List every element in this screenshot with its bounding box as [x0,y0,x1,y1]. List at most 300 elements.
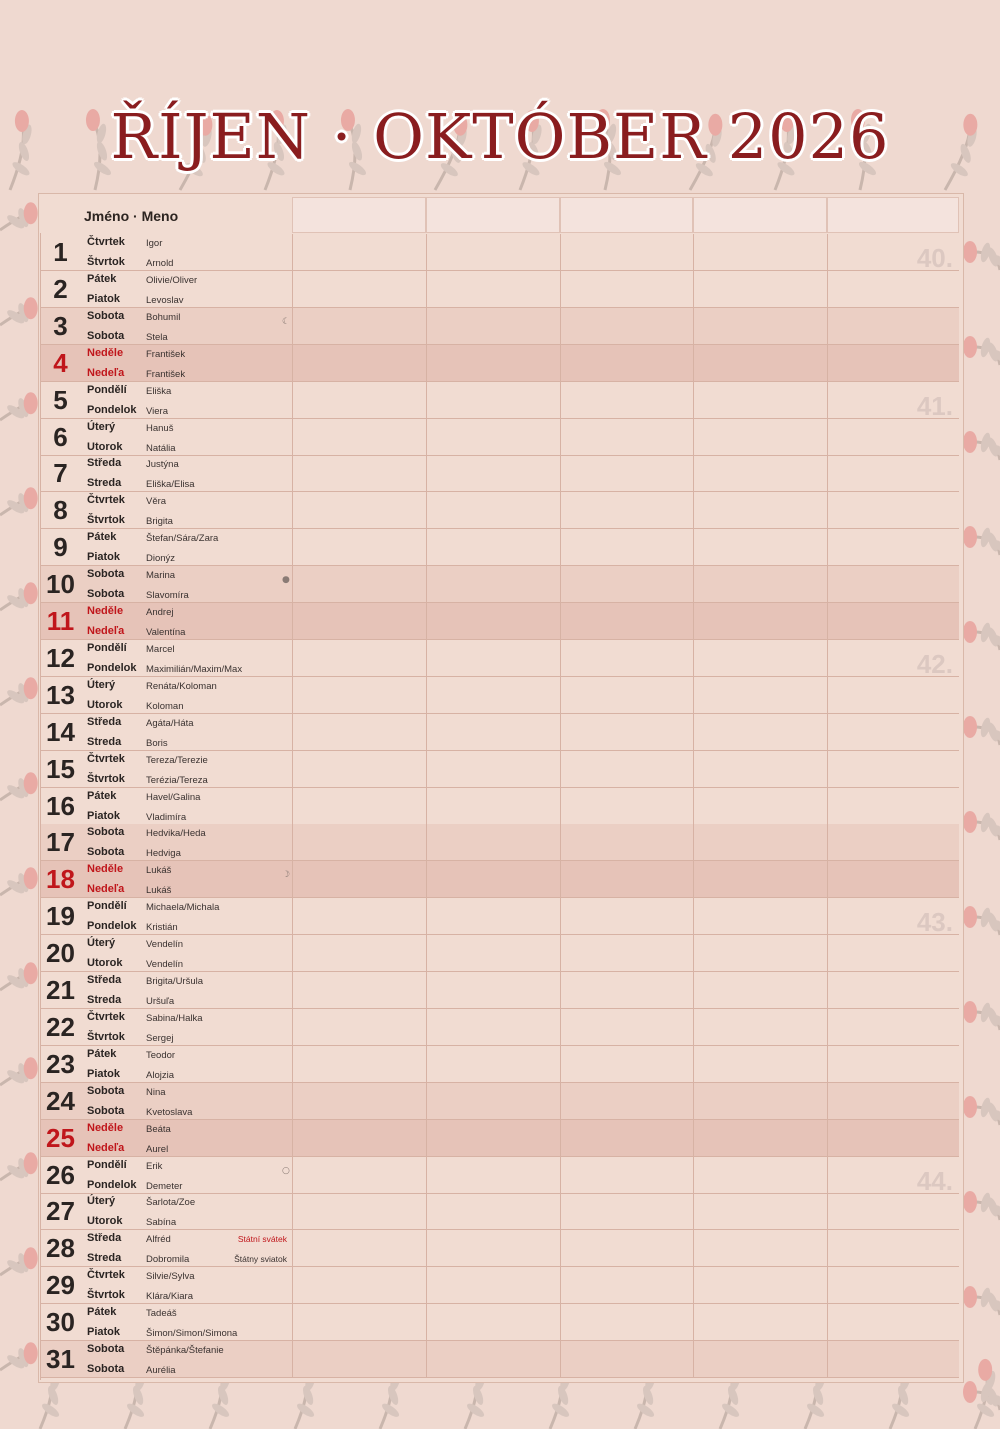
slovak-weekday: Utorok [87,957,123,970]
entry-cell[interactable] [693,1046,827,1083]
entry-cell[interactable] [292,1267,426,1304]
entry-cell[interactable] [827,935,959,972]
slovak-weekday: Streda [87,735,122,748]
entry-cell[interactable] [292,1083,426,1120]
entry-cell[interactable] [693,382,827,419]
table-row [40,898,959,938]
entry-cell[interactable] [693,603,827,640]
czech-weekday: Pondělí [87,1158,127,1171]
entry-cell[interactable] [426,1193,560,1230]
entry-cell[interactable] [693,714,827,751]
entry-cell[interactable] [292,603,426,640]
slovak-nameday: Sergej [146,1032,174,1044]
czech-nameday: Michaela/Michala [146,902,220,914]
entry-cell[interactable] [560,972,693,1009]
entry-cell[interactable] [827,751,959,788]
day-number: 8 [53,495,68,526]
slovak-weekday: Nedeľa [87,883,125,896]
entry-cell[interactable] [827,788,959,825]
entry-cell[interactable] [560,640,693,677]
entry-cell[interactable] [560,455,693,492]
week-number: 40. [916,243,953,273]
table-left-border [40,233,41,1380]
entry-cell[interactable] [426,1341,560,1378]
czech-weekday: Čtvrtek [87,494,125,507]
entry-cell[interactable] [292,640,426,677]
entry-cell[interactable] [292,1120,426,1157]
slovak-nameday: Valentína [146,627,186,638]
day-number: 9 [53,532,68,563]
entry-cell[interactable] [560,788,693,825]
entry-cell[interactable] [693,271,827,308]
slovak-weekday: Sobota [87,329,125,342]
czech-nameday: Beáta [146,1123,171,1135]
czech-weekday: Úterý [87,1195,116,1208]
slovak-weekday: Sobota [87,1363,125,1375]
entry-cell[interactable] [292,677,426,714]
slovak-weekday: Pondelok [87,1178,137,1191]
table-row [40,972,959,1009]
entry-cell[interactable] [560,677,693,714]
table-row [40,455,959,492]
table-row [40,419,959,456]
czech-nameday: Alfréd [146,1234,171,1246]
entry-cell[interactable] [560,898,693,935]
slovak-nameday: Klára/Kiara [146,1291,193,1303]
slovak-weekday: Pondelok [87,661,137,674]
slovak-nameday: Alojzia [146,1069,174,1081]
entry-cell[interactable] [426,529,560,566]
day-number: 12 [46,642,75,673]
entry-cell[interactable] [693,1083,827,1120]
entry-cell[interactable] [426,603,560,640]
entry-cell[interactable] [693,1120,827,1157]
czech-nameday: Renáta/Koloman [146,680,217,692]
entry-cell[interactable] [426,455,560,492]
entry-cell[interactable] [560,1120,693,1157]
czech-nameday: Hanuš [146,422,174,434]
table-row [40,1157,959,1194]
table-row [40,566,959,603]
entry-cell[interactable] [426,234,560,271]
entry-cell[interactable] [827,824,959,861]
entry-cell[interactable] [693,677,827,714]
entry-cell[interactable] [426,382,560,419]
entry-cell[interactable] [827,308,959,345]
table-row [40,345,959,382]
czech-weekday: Pondělí [87,900,127,913]
entry-cell[interactable] [426,935,560,972]
slovak-nameday: František [146,368,186,380]
slovak-weekday: Štvrtok [87,1289,125,1302]
czech-weekday: Čtvrtek [87,1010,125,1023]
entry-cell[interactable] [560,345,693,382]
entry-cell[interactable] [426,1120,560,1157]
family-column-header-2[interactable] [426,197,560,233]
day-number: 23 [46,1048,75,1079]
entry-cell[interactable] [560,824,693,861]
entry-cell[interactable] [292,419,426,456]
entry-cell[interactable] [693,824,827,861]
table-row [40,1009,959,1046]
entry-cell[interactable] [560,382,693,419]
czech-holiday-note: Státní svátek [237,1234,287,1245]
entry-cell[interactable] [693,1304,827,1341]
day-number: 31 [46,1344,75,1374]
entry-cell[interactable] [827,1083,959,1120]
week-number: 44. [916,1165,953,1196]
entry-cell[interactable] [827,492,959,529]
slovak-nameday: Aurel [146,1143,169,1155]
czech-nameday: Andrej [146,607,174,618]
slovak-nameday: Arnold [146,258,174,269]
entry-cell[interactable] [693,1230,827,1267]
entry-cell[interactable] [560,529,693,566]
czech-nameday: Marina [146,570,176,582]
entry-cell[interactable] [292,308,426,345]
entry-cell[interactable] [426,640,560,677]
week-number: 43. [916,907,953,938]
entry-cell[interactable] [693,861,827,898]
entry-cell[interactable] [693,566,827,603]
slovak-nameday: Šimon/Simon/Simona [146,1328,238,1340]
entry-cell[interactable] [292,751,426,788]
czech-weekday: Středa [87,457,122,470]
czech-nameday: Lukáš [146,865,172,877]
entry-cell[interactable] [560,603,693,640]
entry-cell[interactable] [827,1009,959,1046]
day-number: 11 [46,606,75,636]
czech-weekday: Čtvrtek [87,236,125,248]
entry-cell[interactable] [292,714,426,751]
entry-cell[interactable] [827,677,959,714]
czech-weekday: Neděle [87,1121,124,1134]
entry-cell[interactable] [426,972,560,1009]
czech-weekday: Úterý [87,937,116,950]
entry-cell[interactable] [560,1009,693,1046]
day-number: 30 [46,1307,75,1338]
slovak-nameday: Dionýz [146,553,176,565]
entry-cell[interactable] [426,1009,560,1046]
czech-nameday: Brigita/Uršula [146,976,204,987]
czech-nameday: Vendelín [146,939,183,951]
slovak-weekday: Utorok [87,1215,123,1228]
slovak-weekday: Sobota [87,846,125,859]
entry-cell[interactable] [827,1120,959,1157]
slovak-nameday: Sabína [146,1217,177,1229]
entry-cell[interactable] [560,1230,693,1267]
entry-cell[interactable] [827,972,959,1009]
entry-cell[interactable] [426,1157,560,1194]
entry-cell[interactable] [426,1304,560,1341]
table-row [40,1120,959,1157]
czech-nameday: Olivie/Oliver [146,274,198,286]
entry-cell[interactable] [560,1267,693,1304]
entry-cell[interactable] [693,640,827,677]
table-row [40,677,959,714]
entry-cell[interactable] [560,1193,693,1230]
entry-cell[interactable] [693,1009,827,1046]
week-number: 42. [916,648,953,679]
entry-cell[interactable] [827,566,959,603]
entry-cell[interactable] [560,1341,693,1378]
entry-cell[interactable] [693,234,827,271]
czech-weekday: Sobota [87,1343,125,1355]
entry-cell[interactable] [827,714,959,751]
slovak-nameday: Viera [146,405,169,417]
slovak-nameday: Demeter [146,1180,183,1192]
day-number: 20 [46,938,75,969]
entry-cell[interactable] [292,972,426,1009]
entry-cell[interactable] [560,492,693,529]
entry-cell[interactable] [560,234,693,271]
entry-cell[interactable] [426,308,560,345]
entry-cell[interactable] [560,1083,693,1120]
entry-cell[interactable] [292,1046,426,1083]
slovak-weekday: Utorok [87,440,123,453]
czech-weekday: Pátek [87,789,117,802]
entry-cell[interactable] [693,751,827,788]
entry-cell[interactable] [560,935,693,972]
day-number: 10 [46,569,75,600]
entry-cell[interactable] [292,898,426,935]
day-number: 4 [53,347,68,378]
entry-cell[interactable] [560,1304,693,1341]
entry-cell[interactable] [292,382,426,419]
entry-cell[interactable] [426,751,560,788]
slovak-nameday: Kristián [146,922,178,934]
entry-cell[interactable] [426,566,560,603]
moon-phase-icon: ○ [282,1165,290,1176]
day-number: 3 [53,310,68,341]
slovak-nameday: Slavomíra [146,590,189,602]
czech-weekday: Sobota [87,1084,125,1097]
entry-cell[interactable] [426,419,560,456]
day-number: 21 [46,975,75,1005]
entry-cell[interactable] [292,1193,426,1230]
czech-weekday: Sobota [87,309,125,322]
table-row [40,788,959,825]
slovak-weekday: Nedeľa [87,1141,125,1154]
entry-cell[interactable] [292,345,426,382]
day-number: 22 [46,1011,75,1042]
day-number: 18 [46,864,75,895]
entry-cell[interactable] [426,1083,560,1120]
entry-cell[interactable] [426,788,560,825]
moon-phase-icon: ● [282,575,290,586]
entry-cell[interactable] [693,1341,827,1378]
slovak-weekday: Piatok [87,551,121,564]
czech-weekday: Čtvrtek [87,752,125,765]
entry-cell[interactable] [693,419,827,456]
slovak-nameday: Vladimíra [146,811,187,823]
czech-weekday: Pondělí [87,383,127,396]
slovak-weekday: Sobota [87,588,125,601]
day-number: 25 [46,1122,75,1153]
entry-cell[interactable] [827,1230,959,1267]
entry-cell[interactable] [827,1341,959,1378]
entry-cell[interactable] [292,455,426,492]
table-row [40,308,959,345]
entry-cell[interactable] [426,1230,560,1267]
entry-cell[interactable] [292,861,426,898]
entry-cell[interactable] [827,1193,959,1230]
name-column-header: Jméno · Meno [84,208,179,224]
slovak-weekday: Pondelok [87,403,137,416]
entry-cell[interactable] [426,492,560,529]
day-number: 1 [53,237,68,267]
entry-cell[interactable] [292,788,426,825]
entry-cell[interactable] [693,935,827,972]
table-row [40,1341,959,1378]
family-column-header-3[interactable] [560,197,693,233]
day-number: 5 [53,384,68,415]
czech-weekday: Neděle [87,346,124,359]
czech-weekday: Středa [87,974,122,986]
day-number: 26 [46,1159,75,1190]
entry-cell[interactable] [827,419,959,456]
entry-cell[interactable] [426,898,560,935]
slovak-nameday: Lukáš [146,885,172,897]
slovak-weekday: Streda [87,1252,122,1265]
family-column-header-1[interactable] [292,197,426,233]
entry-cell[interactable] [426,345,560,382]
entry-cell[interactable] [292,1230,426,1267]
slovak-weekday: Štvrtok [87,514,125,527]
entry-cell[interactable] [560,861,693,898]
entry-cell[interactable] [292,824,426,861]
table-row [40,1230,959,1267]
entry-cell[interactable] [426,824,560,861]
entry-cell[interactable] [827,1304,959,1341]
entry-cell[interactable] [560,308,693,345]
entry-cell[interactable] [292,1341,426,1378]
czech-nameday: Agáta/Háta [146,717,194,729]
entry-cell[interactable] [827,861,959,898]
entry-cell[interactable] [292,566,426,603]
entry-cell[interactable] [693,1157,827,1194]
table-row [40,1267,959,1304]
slovak-nameday: Dobromila [146,1254,190,1266]
entry-cell[interactable] [426,1046,560,1083]
czech-weekday: Neděle [87,863,124,876]
entry-cell[interactable] [827,455,959,492]
entry-cell[interactable] [560,1046,693,1083]
moon-phase-icon: ☽ [282,870,291,881]
czech-weekday: Sobota [87,826,125,839]
entry-cell[interactable] [693,972,827,1009]
slovak-weekday: Štvrtok [87,772,125,785]
entry-cell[interactable] [693,308,827,345]
family-column-header-4[interactable] [693,197,827,233]
entry-cell[interactable] [560,271,693,308]
table-row [40,1046,959,1083]
day-number: 15 [46,753,75,784]
entry-cell[interactable] [426,271,560,308]
slovak-weekday: Streda [87,477,122,490]
entry-cell[interactable] [693,492,827,529]
slovak-weekday: Sobota [87,1104,125,1117]
czech-nameday: Tereza/Terezie [146,754,208,766]
entry-cell[interactable] [292,1009,426,1046]
entry-cell[interactable] [292,1157,426,1194]
slovak-weekday: Nedeľa [87,366,125,379]
day-number: 16 [46,790,75,821]
czech-nameday: Bohumil [146,311,181,323]
family-column-header-5[interactable] [827,197,959,233]
entry-cell[interactable] [426,1267,560,1304]
entry-cell[interactable] [292,935,426,972]
entry-cell[interactable] [560,566,693,603]
table-row [40,714,959,751]
day-number: 27 [46,1196,75,1227]
entry-cell[interactable] [827,529,959,566]
entry-cell[interactable] [827,1267,959,1304]
entry-cell[interactable] [827,271,959,308]
entry-cell[interactable] [292,234,426,271]
table-row [40,751,959,788]
slovak-nameday: Vendelín [146,959,183,971]
entry-cell[interactable] [693,529,827,566]
czech-weekday: Pátek [87,531,117,544]
entry-cell[interactable] [292,271,426,308]
czech-weekday: Pondělí [87,641,127,654]
czech-nameday: Teodor [146,1049,176,1061]
czech-weekday: Úterý [87,420,116,433]
czech-weekday: Čtvrtek [87,1269,125,1282]
entry-cell[interactable] [693,788,827,825]
slovak-nameday: Kvetoslava [146,1106,193,1118]
entry-cell[interactable] [693,345,827,382]
table-row [40,492,959,529]
entry-cell[interactable] [693,1193,827,1230]
entry-cell[interactable] [693,1267,827,1304]
slovak-nameday: Boris [146,737,168,749]
entry-cell[interactable] [827,345,959,382]
entry-cell[interactable] [426,677,560,714]
entry-cell[interactable] [693,898,827,935]
czech-weekday: Pátek [87,272,117,285]
entry-cell[interactable] [560,1157,693,1194]
entry-cell[interactable] [426,861,560,898]
slovak-weekday: Streda [87,994,122,1006]
entry-cell[interactable] [292,529,426,566]
entry-cell[interactable] [292,492,426,529]
slovak-weekday: Piatok [87,1067,121,1080]
slovak-nameday: Natália [146,442,176,454]
entry-cell[interactable] [426,714,560,751]
entry-cell[interactable] [560,751,693,788]
day-number: 6 [53,421,68,452]
entry-cell[interactable] [292,1304,426,1341]
czech-nameday: Šarlota/Zoe [146,1197,196,1209]
czech-nameday: Silvie/Sylva [146,1271,195,1283]
entry-cell[interactable] [560,714,693,751]
table-row [40,935,959,972]
entry-cell[interactable] [560,419,693,456]
table-row [40,529,959,566]
slovak-holiday-note: Štátny sviatok [234,1254,287,1265]
slovak-nameday: Levoslav [146,294,184,306]
moon-phase-icon: ☾ [282,316,291,327]
entry-cell[interactable] [827,1046,959,1083]
slovak-weekday: Piatok [87,1326,121,1339]
slovak-weekday: Utorok [87,698,123,711]
entry-cell[interactable] [693,455,827,492]
day-number: 19 [46,901,75,932]
czech-weekday: Středa [87,715,122,728]
entry-cell[interactable] [827,603,959,640]
